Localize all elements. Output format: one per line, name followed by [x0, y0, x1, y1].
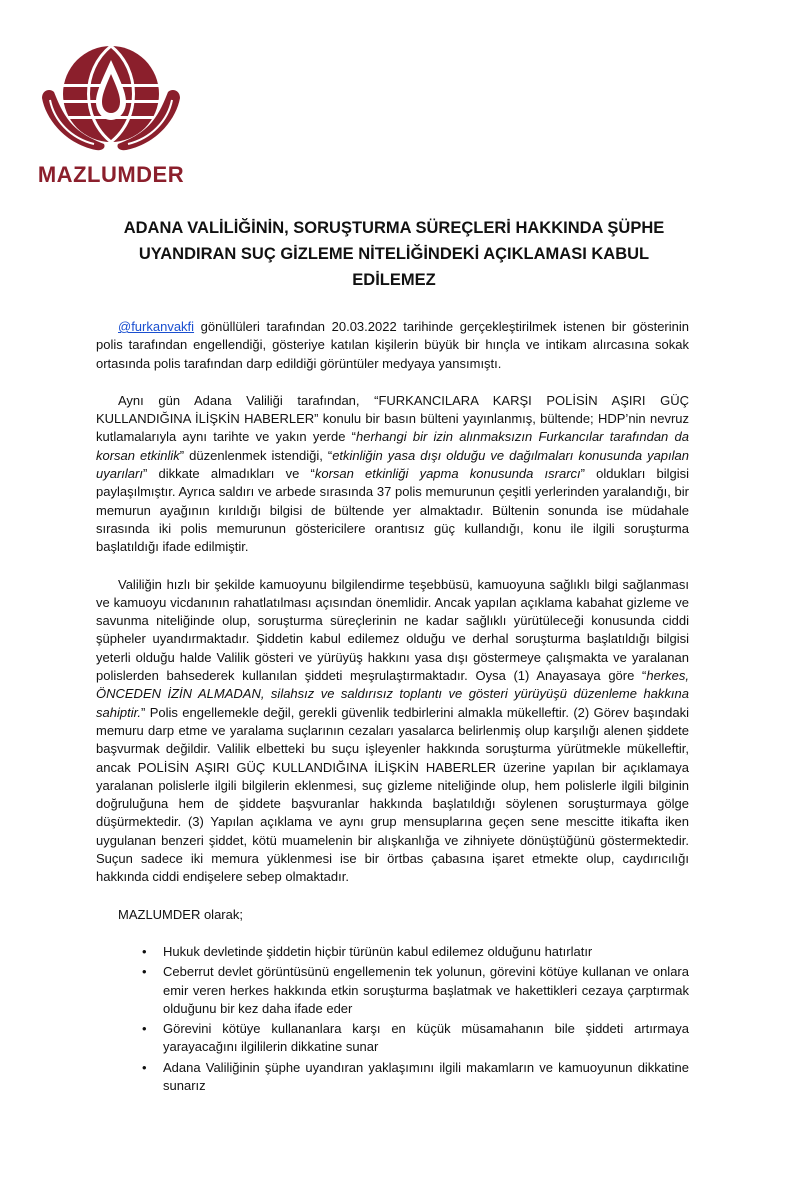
paragraph-1	[96, 318, 689, 373]
paragraph-3	[96, 576, 689, 887]
hands-drop-emblem-icon	[36, 40, 186, 162]
mention-link[interactable]: @furkanvakfi	[118, 319, 195, 334]
p3-text-b: ” Polis engellemekle değil, gerekli güvenlik tedbirlerini almakla mükelleftir. (2) Görev başındaki memuru darp etme ve yaralama suçlarının cezaları yasalarca belirlenmiş olup karşılığı alenen şiddete başvurmak değildir. Valilik elbetteki bu suçu işleyenler hakkında soruşturma yürütmekle mükelleftir, ancak POLİSİN AŞIRI GÜÇ KULLANDIĞINA İLİŞKİN HABERLER üzerine yapılan bir açıklamaya yaralanan polislerle ilgili bilgilerin eklenmesi, suç gizleme niteliğinde olup, hem polislerle ilgili bilginin doğruluğuna hem de şiddete başvuranlar hakkında başlatıldığı söylenen soruşturmaya gölge düşürmektedir. (3) Yapılan açıklama ve aynı grup mensuplarına geçen sene mescitte itikafta iken uygulanan benzeri şiddet, kötü muamelenin bir alışkanlığa ve zihniyete dönüştüğünü göstermektedir. Suçun sadece iki memura yüklenmesi ise bir örtbas çabasına işaret etmekte olup, caydırıcılığı hakkında ciddi endişelere sebep olmaktadır.	[96, 704, 689, 885]
p2-quote-2: etkinliğin yasa dışı olduğu ve dağılmaları konusunda yapılan uyarıları	[96, 447, 689, 482]
bullet-icon: •	[142, 1059, 147, 1075]
list-item-text: Ceberrut devlet görüntüsünü engellemenin tek yolunun, görevini kötüye kullanan ve onlara emir veren herkes hakkında etkin soruşturma başlatmak ve hakettikleri cezaya çarptırmak olduğunu bir kez daha ifade eder	[163, 964, 689, 1016]
document-body	[96, 318, 689, 1097]
list-item-text: Görevini kötüye kullananlara karşı en küçük müsamahanın bile şiddeti artırmaya yarayacağını ilgililerin dikkatine sunar	[163, 1021, 689, 1055]
paragraph-1-text: gönüllüleri tarafından 20.03.2022 tarihinde gerçekleştirilmek istenen bir gösterinin polis tarafından engellendiği, gösteriye katılan kişilerin büyük bir hınçla ve intikam alırcasına sokak ortasında polis tarafından darp edildiği görüntüler medyaya yansımıştı.	[96, 319, 689, 371]
p3-text-a: Valiliğin hızlı bir şekilde kamuoyunu bilgilendirme teşebbüsü, kamuoyuna sağlıklı bilgi sağlanması ve kamuoyu vicdanının rahatlatılması açısından önemlidir. Ancak yapılan açıklama kabahat gizleme ve savunma niteliğinde olup, soruşturma süreçlerinin ne kadar sağlıklı yürütüleceği konusunda ciddi şüpheler uyandırmaktadır. Şiddetin kabul edilemez olduğu ve derhal soruşturma başlatıldığı bilgisi yeterli olduğu halde Valilik gösteri ve yürüyüş hakkını yasa dışı göstermeye çalışmakta ve yaralanan polislerden bahsederek kullanılan şiddeti meşrulaştırmaktadır. Oysa (1) Anayasaya göre “	[96, 576, 689, 684]
p2-text-c: ” dikkate almadıkları ve “	[142, 466, 315, 482]
p2-quote-1: herhangi bir izin alınmaksızın Furkancılar tarafından da korsan etkinlik	[96, 429, 689, 463]
list-item	[96, 963, 689, 1018]
bullet-icon: •	[142, 964, 147, 980]
list-item	[96, 1059, 689, 1096]
demands-list	[96, 943, 689, 1095]
list-item	[96, 1020, 689, 1057]
paragraph-4: MAZLUMDER olarak;	[118, 906, 243, 922]
p2-text-d: ” oldukları bilgisi paylaşılmıştır. Ayrıca saldırı ve arbede sırasında 37 polis memurunun çeşitli yerlerinden yaralandığı, bir memurun ayağının kırıldığı bilgisi de bültende yer almaktadır. Bültenin sonunda ise müdahale sırasında iki polis memurunun göstericilere orantısız güç kullandığı, konu ile ilgili soruşturma başlatıldığı ifade edilmiştir.	[96, 466, 690, 555]
page-title: ADANA VALİLİĞİNİN, SORUŞTURMA SÜREÇLERİ HAKKINDA ŞÜPHE UYANDIRAN SUÇ GİZLEME NİTELİĞİNDEKİ AÇIKLAMASI KABUL EDİLEMEZ	[123, 219, 665, 289]
list-item-text: Adana Valiliğinin şüphe uyandıran yaklaşımını ilgili makamların ve kamuoyunun dikkatine sunarız	[163, 1059, 689, 1093]
mazlumder-logo	[36, 40, 186, 190]
bullet-icon: •	[142, 1021, 147, 1037]
paragraph-2	[96, 392, 689, 557]
bullet-icon: •	[142, 943, 147, 959]
logo-wordmark: MAZLUMDER	[37, 162, 185, 187]
p3-quote-1: herkes, ÖNCEDEN İZİN ALMADAN, silahsız ve saldırısız toplantı ve gösteri yürüyüşü düzenleme hakkına sahiptir.	[96, 668, 689, 720]
list-item	[96, 943, 689, 961]
p2-text-a: Aynı gün Adana Valiliği tarafından, “FURKANCILARA KARŞI POLİSİN AŞIRI GÜÇ KULLANDIĞINA İLİŞKİN HABERLER” konulu bir basın bülteni yayınlanmış, bültende; HDP’nin nevruz kutlamalarıyla aynı tarihte ve yakın yerde “	[96, 392, 689, 445]
p2-text-b: ” düzenlenmek istendiği, “	[179, 447, 333, 463]
p2-quote-3: korsan etkinliği yapma konusunda ısrarcı	[314, 466, 581, 482]
list-item-text: Hukuk devletinde şiddetin hiçbir türünün kabul edilemez olduğunu hatırlatır	[163, 943, 593, 959]
